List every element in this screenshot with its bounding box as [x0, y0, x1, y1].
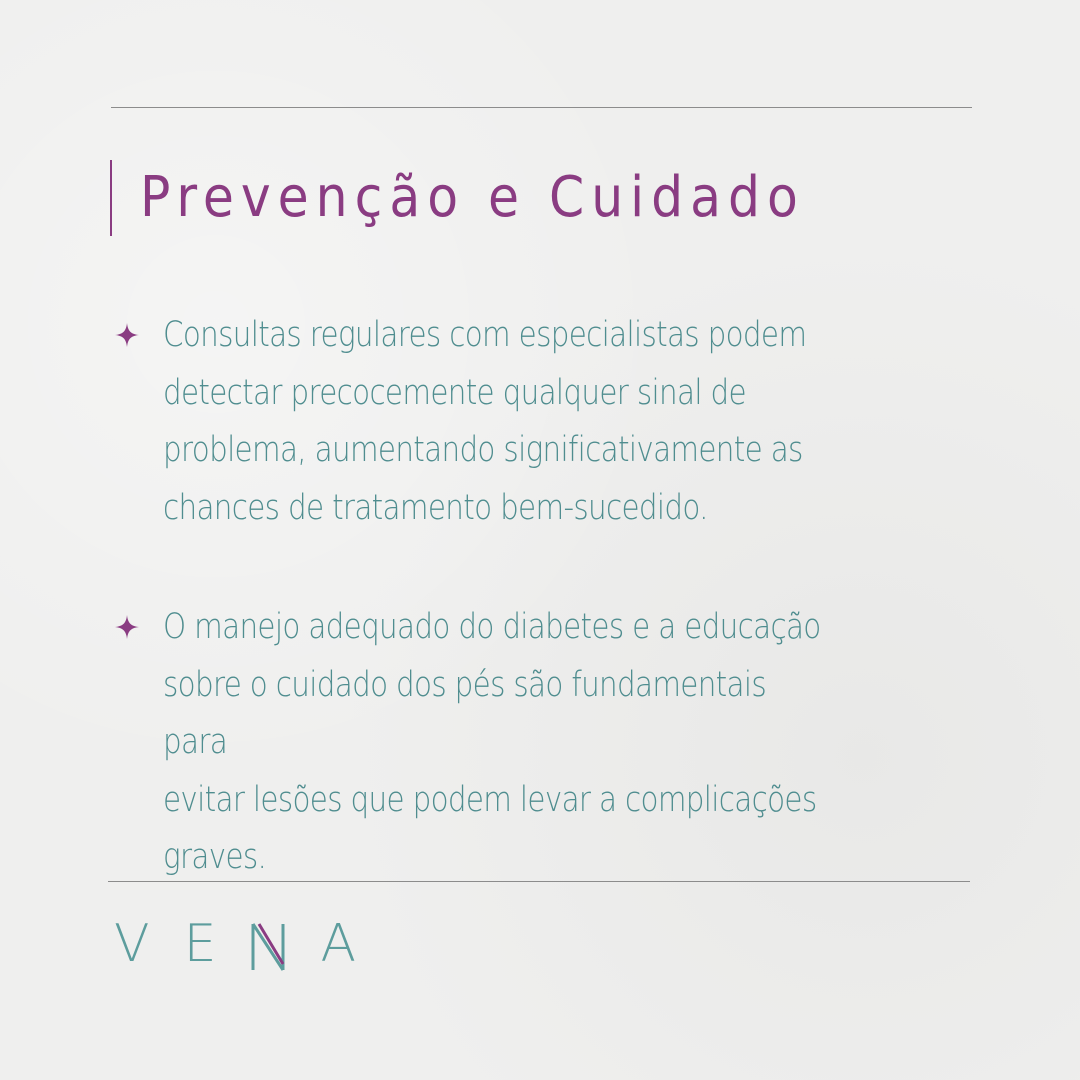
brand-letter-n — [250, 920, 286, 972]
brand-letter-a: A — [320, 914, 357, 974]
top-divider — [111, 107, 972, 108]
list-item — [114, 307, 964, 537]
title-accent-bar — [110, 160, 112, 236]
list-item — [114, 599, 964, 887]
list-item-text: O manejo adequado do diabetes e a educação sobre o cuidado dos pés são fundamentais para evitar lesões que podem levar a complicações graves. — [163, 607, 821, 877]
brand-letter-e: E — [183, 914, 217, 974]
title-block — [110, 160, 805, 236]
brand-logo — [114, 916, 390, 972]
brand-letter-v: V — [114, 914, 150, 974]
list-item-text: Consultas regulares com especialistas podem detectar precocemente qualquer sinal de problema, aumentando significativamente as chances de tratamento bem-sucedido. — [163, 315, 807, 528]
bullet-list — [114, 307, 964, 949]
bottom-divider — [108, 881, 970, 882]
sparkle-icon — [114, 614, 140, 640]
page-title: Prevenção e Cuidado — [140, 165, 805, 230]
sparkle-icon — [114, 322, 140, 348]
